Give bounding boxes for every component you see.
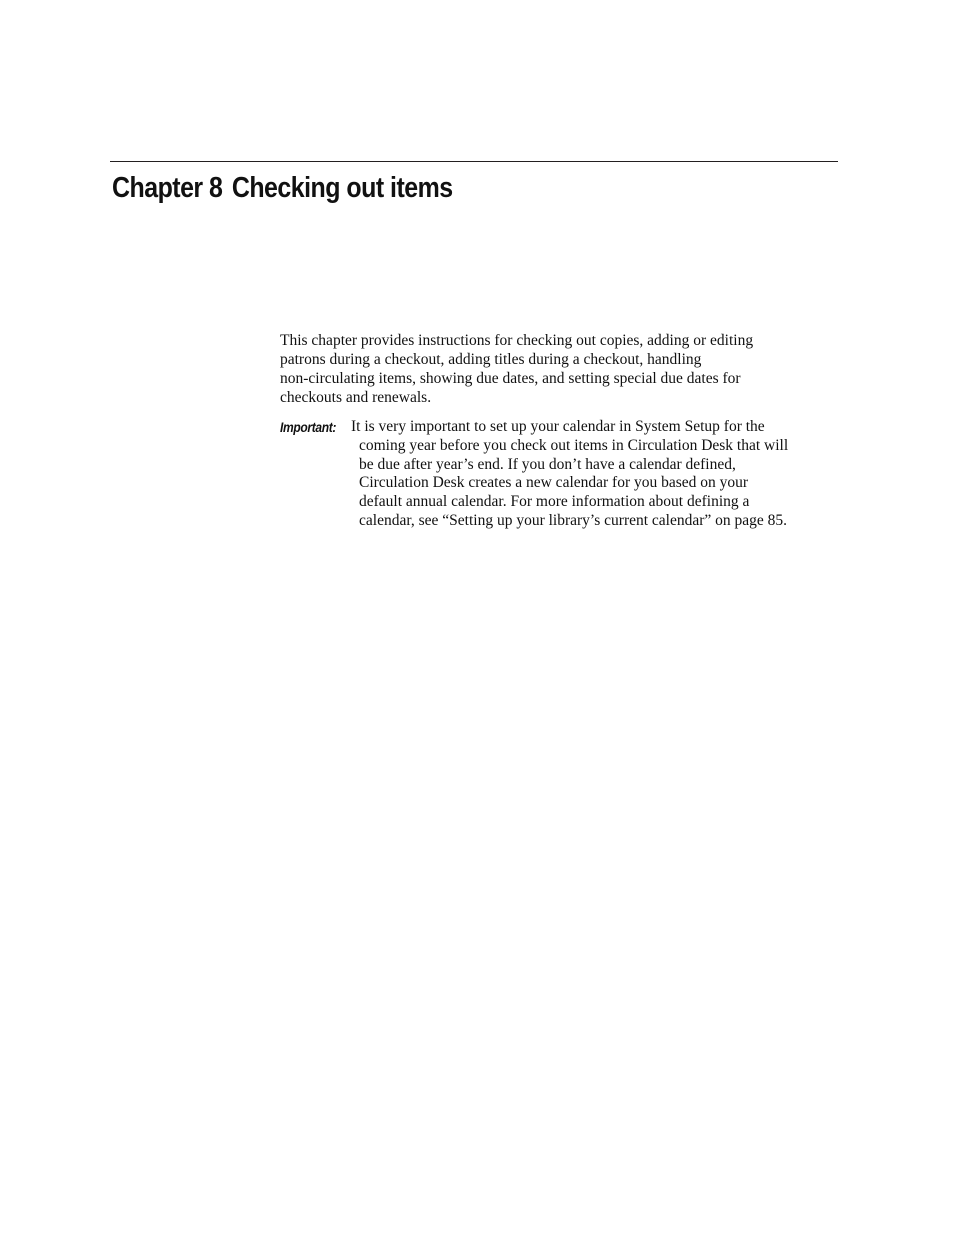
important-line: be due after year’s end. If you don’t have a calendar defined, (359, 455, 736, 473)
chapter-heading (112, 168, 453, 208)
intro-paragraph (280, 331, 840, 407)
important-line: It is very important to set up your calendar in System Setup for the (351, 418, 765, 435)
chapter-title: Checking out items (231, 172, 453, 204)
intro-line: checkouts and renewals. (280, 389, 432, 406)
intro-line: patrons during a checkout, adding titles during a checkout, handling (280, 351, 702, 368)
important-label: Important: (280, 419, 337, 435)
intro-line: This chapter provides instructions for checking out copies, adding or editing (280, 332, 754, 349)
intro-line: non-circulating items, showing due dates, and setting special due dates for (280, 370, 741, 387)
important-line: coming year before you check out items in Circulation Desk that will (359, 436, 789, 454)
important-note (351, 418, 839, 531)
important-line: calendar, see “Setting up your library’s current calendar” on page 85. (359, 511, 788, 529)
chapter-number: Chapter 8 (112, 172, 223, 204)
important-line: default annual calendar. For more information about defining a (359, 493, 750, 511)
important-line: Circulation Desk creates a new calendar for you based on your (359, 474, 749, 492)
chapter-rule (110, 161, 838, 162)
